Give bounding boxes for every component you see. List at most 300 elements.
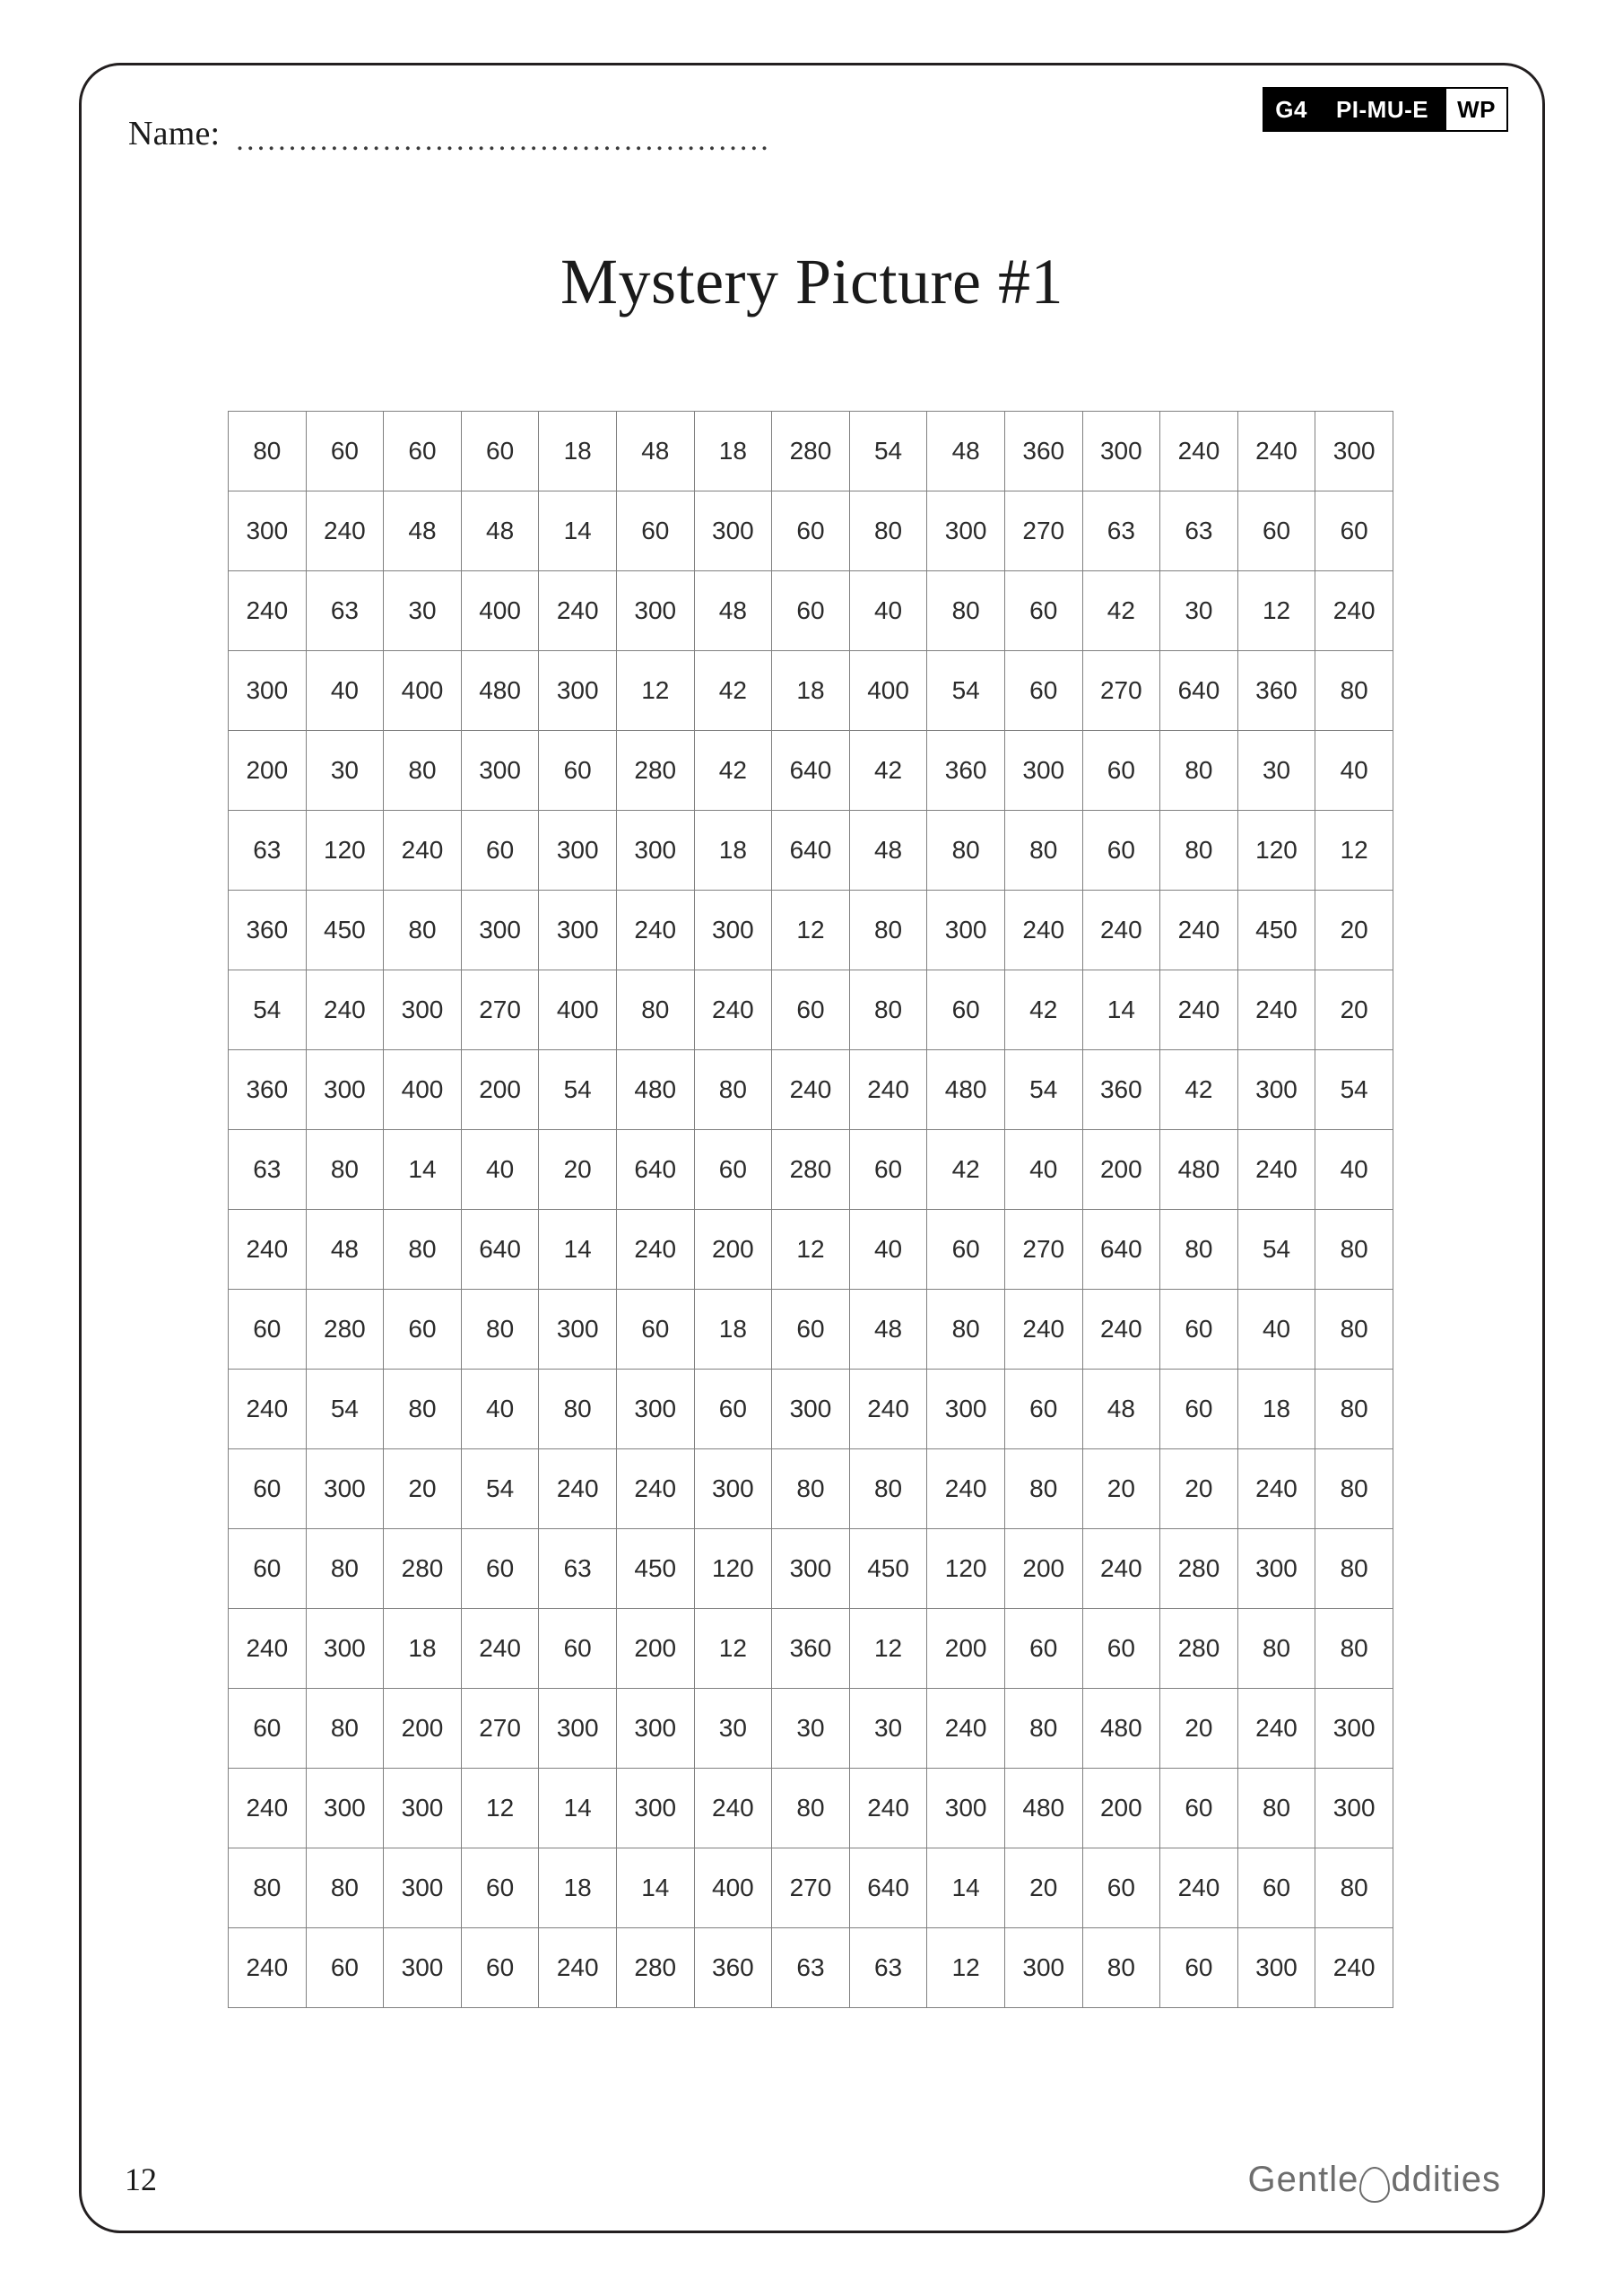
grid-cell[interactable]: 60 [772,970,850,1050]
grid-cell[interactable]: 60 [1160,1928,1238,2008]
grid-cell[interactable]: 54 [306,1370,384,1449]
grid-cell[interactable]: 300 [384,970,462,1050]
grid-cell[interactable]: 240 [229,1928,307,2008]
grid-cell[interactable]: 80 [694,1050,772,1130]
grid-cell[interactable]: 300 [229,491,307,571]
grid-cell[interactable]: 280 [1160,1529,1238,1609]
grid-cell[interactable]: 80 [1004,1689,1082,1769]
grid-cell[interactable]: 60 [772,571,850,651]
grid-cell[interactable]: 18 [694,1290,772,1370]
grid-cell[interactable]: 80 [461,1290,539,1370]
grid-cell[interactable]: 360 [927,731,1005,811]
grid-cell[interactable]: 42 [1004,970,1082,1050]
grid-cell[interactable]: 480 [1082,1689,1160,1769]
grid-cell[interactable]: 300 [1315,1689,1393,1769]
grid-cell[interactable]: 640 [772,731,850,811]
grid-cell[interactable]: 60 [1237,491,1315,571]
grid-cell[interactable]: 48 [306,1210,384,1290]
grid-cell[interactable]: 18 [539,1848,617,1928]
grid-cell[interactable]: 48 [694,571,772,651]
grid-cell[interactable]: 200 [616,1609,694,1689]
grid-cell[interactable]: 640 [772,811,850,891]
grid-cell[interactable]: 80 [1315,1449,1393,1529]
grid-cell[interactable]: 300 [772,1529,850,1609]
grid-cell[interactable]: 48 [616,412,694,491]
grid-cell[interactable]: 80 [1004,811,1082,891]
grid-cell[interactable]: 42 [694,651,772,731]
grid-cell[interactable]: 300 [1004,731,1082,811]
grid-cell[interactable]: 12 [772,891,850,970]
grid-cell[interactable]: 240 [1004,891,1082,970]
grid-cell[interactable]: 240 [1082,1290,1160,1370]
grid-cell[interactable]: 80 [384,731,462,811]
grid-cell[interactable]: 240 [539,571,617,651]
grid-cell[interactable]: 240 [539,1449,617,1529]
grid-cell[interactable]: 80 [306,1529,384,1609]
grid-cell[interactable]: 30 [1237,731,1315,811]
grid-cell[interactable]: 60 [1082,811,1160,891]
grid-cell[interactable]: 240 [616,891,694,970]
grid-cell[interactable]: 60 [384,412,462,491]
grid-cell[interactable]: 240 [927,1689,1005,1769]
grid-cell[interactable]: 60 [306,1928,384,2008]
grid-cell[interactable]: 400 [384,651,462,731]
grid-cell[interactable]: 60 [539,731,617,811]
grid-cell[interactable]: 60 [1082,1848,1160,1928]
grid-cell[interactable]: 60 [461,1848,539,1928]
grid-cell[interactable]: 300 [539,651,617,731]
grid-cell[interactable]: 12 [772,1210,850,1290]
grid-cell[interactable]: 280 [1160,1609,1238,1689]
grid-cell[interactable]: 60 [694,1130,772,1210]
grid-cell[interactable]: 400 [539,970,617,1050]
grid-cell[interactable]: 48 [1082,1370,1160,1449]
grid-cell[interactable]: 20 [384,1449,462,1529]
grid-cell[interactable]: 120 [1237,811,1315,891]
grid-cell[interactable]: 30 [384,571,462,651]
grid-cell[interactable]: 300 [306,1050,384,1130]
grid-cell[interactable]: 12 [1237,571,1315,651]
grid-cell[interactable]: 12 [927,1928,1005,2008]
grid-cell[interactable]: 80 [306,1689,384,1769]
grid-cell[interactable]: 14 [384,1130,462,1210]
grid-cell[interactable]: 80 [1160,1210,1238,1290]
grid-cell[interactable]: 300 [616,811,694,891]
grid-cell[interactable]: 60 [229,1689,307,1769]
grid-cell[interactable]: 40 [1004,1130,1082,1210]
grid-cell[interactable]: 400 [461,571,539,651]
grid-cell[interactable]: 20 [1315,891,1393,970]
grid-cell[interactable]: 18 [694,412,772,491]
grid-cell[interactable]: 48 [927,412,1005,491]
grid-cell[interactable]: 270 [461,970,539,1050]
grid-cell[interactable]: 14 [539,491,617,571]
grid-cell[interactable]: 80 [306,1130,384,1210]
grid-cell[interactable]: 240 [849,1769,927,1848]
grid-cell[interactable]: 54 [849,412,927,491]
grid-cell[interactable]: 80 [772,1449,850,1529]
grid-cell[interactable]: 480 [616,1050,694,1130]
grid-cell[interactable]: 200 [1004,1529,1082,1609]
grid-cell[interactable]: 240 [539,1928,617,2008]
grid-cell[interactable]: 14 [927,1848,1005,1928]
grid-cell[interactable]: 60 [1004,651,1082,731]
grid-cell[interactable]: 80 [616,970,694,1050]
grid-cell[interactable]: 30 [306,731,384,811]
grid-cell[interactable]: 200 [1082,1130,1160,1210]
grid-cell[interactable]: 300 [694,1449,772,1529]
grid-cell[interactable]: 240 [694,1769,772,1848]
grid-cell[interactable]: 80 [1315,1370,1393,1449]
grid-cell[interactable]: 20 [539,1130,617,1210]
grid-cell[interactable]: 30 [772,1689,850,1769]
grid-cell[interactable]: 120 [927,1529,1005,1609]
grid-cell[interactable]: 12 [461,1769,539,1848]
grid-cell[interactable]: 40 [1315,1130,1393,1210]
grid-cell[interactable]: 80 [1237,1769,1315,1848]
grid-cell[interactable]: 54 [1237,1210,1315,1290]
grid-cell[interactable]: 240 [229,1769,307,1848]
grid-cell[interactable]: 40 [461,1130,539,1210]
grid-cell[interactable]: 300 [616,1769,694,1848]
grid-cell[interactable]: 300 [616,1689,694,1769]
grid-cell[interactable]: 300 [1004,1928,1082,2008]
grid-cell[interactable]: 18 [694,811,772,891]
grid-cell[interactable]: 60 [461,1928,539,2008]
grid-cell[interactable]: 360 [694,1928,772,2008]
grid-cell[interactable]: 280 [772,412,850,491]
grid-cell[interactable]: 240 [694,970,772,1050]
grid-cell[interactable]: 60 [772,1290,850,1370]
grid-cell[interactable]: 80 [1315,1609,1393,1689]
grid-cell[interactable]: 80 [849,970,927,1050]
grid-cell[interactable]: 300 [694,891,772,970]
grid-cell[interactable]: 63 [772,1928,850,2008]
grid-cell[interactable]: 60 [1315,491,1393,571]
grid-cell[interactable]: 80 [539,1370,617,1449]
grid-cell[interactable]: 270 [772,1848,850,1928]
grid-cell[interactable]: 80 [229,1848,307,1928]
grid-cell[interactable]: 80 [849,1449,927,1529]
grid-cell[interactable]: 60 [849,1130,927,1210]
grid-cell[interactable]: 480 [927,1050,1005,1130]
grid-cell[interactable]: 12 [1315,811,1393,891]
grid-cell[interactable]: 60 [1160,1370,1238,1449]
grid-cell[interactable]: 20 [1004,1848,1082,1928]
grid-cell[interactable]: 270 [461,1689,539,1769]
grid-cell[interactable]: 18 [539,412,617,491]
grid-cell[interactable]: 63 [1160,491,1238,571]
name-input-line[interactable]: ................................................... [236,124,771,157]
grid-cell[interactable]: 300 [539,1290,617,1370]
grid-cell[interactable]: 80 [384,891,462,970]
grid-cell[interactable]: 270 [1004,491,1082,571]
grid-cell[interactable]: 640 [1082,1210,1160,1290]
grid-cell[interactable]: 60 [927,970,1005,1050]
grid-cell[interactable]: 12 [694,1609,772,1689]
grid-cell[interactable]: 60 [772,491,850,571]
grid-cell[interactable]: 60 [694,1370,772,1449]
grid-cell[interactable]: 240 [1237,1689,1315,1769]
grid-cell[interactable]: 280 [384,1529,462,1609]
grid-cell[interactable]: 60 [1237,1848,1315,1928]
grid-cell[interactable]: 300 [461,891,539,970]
grid-cell[interactable]: 240 [306,970,384,1050]
grid-cell[interactable]: 80 [1315,1210,1393,1290]
grid-cell[interactable]: 360 [1004,412,1082,491]
grid-cell[interactable]: 54 [1004,1050,1082,1130]
grid-cell[interactable]: 300 [927,491,1005,571]
grid-cell[interactable]: 240 [306,491,384,571]
grid-cell[interactable]: 80 [384,1370,462,1449]
grid-cell[interactable]: 40 [306,651,384,731]
grid-cell[interactable]: 240 [461,1609,539,1689]
grid-cell[interactable]: 400 [849,651,927,731]
grid-cell[interactable]: 280 [772,1130,850,1210]
grid-cell[interactable]: 60 [229,1529,307,1609]
grid-cell[interactable]: 14 [539,1769,617,1848]
grid-cell[interactable]: 20 [1315,970,1393,1050]
grid-cell[interactable]: 30 [849,1689,927,1769]
grid-cell[interactable]: 200 [1082,1769,1160,1848]
grid-cell[interactable]: 280 [616,1928,694,2008]
grid-cell[interactable]: 63 [1082,491,1160,571]
grid-cell[interactable]: 40 [849,571,927,651]
grid-cell[interactable]: 60 [1082,1609,1160,1689]
grid-cell[interactable]: 80 [927,571,1005,651]
grid-cell[interactable]: 60 [1082,731,1160,811]
grid-cell[interactable]: 54 [1315,1050,1393,1130]
grid-cell[interactable]: 60 [539,1609,617,1689]
grid-cell[interactable]: 300 [306,1449,384,1529]
grid-cell[interactable]: 80 [384,1210,462,1290]
grid-cell[interactable]: 18 [772,651,850,731]
grid-cell[interactable]: 240 [1160,412,1238,491]
grid-cell[interactable]: 80 [1315,651,1393,731]
grid-cell[interactable]: 30 [694,1689,772,1769]
grid-cell[interactable]: 300 [306,1609,384,1689]
grid-cell[interactable]: 63 [229,811,307,891]
grid-cell[interactable]: 640 [1160,651,1238,731]
grid-cell[interactable]: 200 [229,731,307,811]
grid-cell[interactable]: 80 [1082,1928,1160,2008]
grid-cell[interactable]: 300 [1237,1529,1315,1609]
grid-cell[interactable]: 240 [229,571,307,651]
grid-cell[interactable]: 400 [694,1848,772,1928]
grid-cell[interactable]: 54 [539,1050,617,1130]
grid-cell[interactable]: 360 [1237,651,1315,731]
grid-cell[interactable]: 450 [849,1529,927,1609]
grid-cell[interactable]: 640 [461,1210,539,1290]
grid-cell[interactable]: 240 [229,1609,307,1689]
grid-cell[interactable]: 60 [1004,1609,1082,1689]
grid-cell[interactable]: 40 [1315,731,1393,811]
grid-cell[interactable]: 300 [1237,1928,1315,2008]
grid-cell[interactable]: 300 [927,1769,1005,1848]
grid-cell[interactable]: 80 [229,412,307,491]
grid-cell[interactable]: 120 [694,1529,772,1609]
grid-cell[interactable]: 400 [384,1050,462,1130]
grid-cell[interactable]: 240 [1237,1449,1315,1529]
grid-cell[interactable]: 240 [1315,1928,1393,2008]
grid-cell[interactable]: 240 [1160,970,1238,1050]
grid-cell[interactable]: 300 [1082,412,1160,491]
grid-cell[interactable]: 240 [1237,1130,1315,1210]
grid-cell[interactable]: 80 [306,1848,384,1928]
grid-cell[interactable]: 54 [229,970,307,1050]
grid-cell[interactable]: 240 [1237,970,1315,1050]
grid-cell[interactable]: 240 [229,1210,307,1290]
grid-cell[interactable]: 40 [849,1210,927,1290]
grid-cell[interactable]: 300 [1237,1050,1315,1130]
grid-cell[interactable]: 300 [461,731,539,811]
grid-cell[interactable]: 80 [1160,811,1238,891]
grid-cell[interactable]: 12 [849,1609,927,1689]
grid-cell[interactable]: 60 [1004,571,1082,651]
grid-cell[interactable]: 63 [229,1130,307,1210]
grid-cell[interactable]: 300 [1315,412,1393,491]
grid-cell[interactable]: 42 [927,1130,1005,1210]
grid-cell[interactable]: 300 [772,1370,850,1449]
grid-cell[interactable]: 360 [772,1609,850,1689]
grid-cell[interactable]: 20 [1082,1449,1160,1529]
grid-cell[interactable]: 42 [1082,571,1160,651]
grid-cell[interactable]: 54 [927,651,1005,731]
grid-cell[interactable]: 80 [927,811,1005,891]
grid-cell[interactable]: 60 [229,1290,307,1370]
grid-cell[interactable]: 240 [849,1370,927,1449]
grid-cell[interactable]: 240 [1237,412,1315,491]
grid-cell[interactable]: 48 [849,811,927,891]
grid-cell[interactable]: 40 [461,1370,539,1449]
grid-cell[interactable]: 240 [616,1210,694,1290]
grid-cell[interactable]: 240 [1315,571,1393,651]
grid-cell[interactable]: 80 [1315,1848,1393,1928]
grid-cell[interactable]: 48 [384,491,462,571]
grid-cell[interactable]: 80 [849,891,927,970]
grid-cell[interactable]: 120 [306,811,384,891]
grid-cell[interactable]: 20 [1160,1449,1238,1529]
grid-cell[interactable]: 60 [461,412,539,491]
grid-cell[interactable]: 63 [306,571,384,651]
grid-cell[interactable]: 450 [1237,891,1315,970]
grid-cell[interactable]: 60 [616,491,694,571]
grid-cell[interactable]: 480 [461,651,539,731]
grid-cell[interactable]: 200 [384,1689,462,1769]
grid-cell[interactable]: 42 [849,731,927,811]
grid-cell[interactable]: 80 [1315,1529,1393,1609]
grid-cell[interactable]: 200 [694,1210,772,1290]
grid-cell[interactable]: 80 [1160,731,1238,811]
grid-cell[interactable]: 640 [616,1130,694,1210]
grid-cell[interactable]: 300 [384,1848,462,1928]
grid-cell[interactable]: 300 [384,1928,462,2008]
grid-cell[interactable]: 60 [461,1529,539,1609]
grid-cell[interactable]: 240 [849,1050,927,1130]
grid-cell[interactable]: 60 [1160,1290,1238,1370]
grid-cell[interactable]: 200 [927,1609,1005,1689]
grid-cell[interactable]: 360 [229,891,307,970]
grid-cell[interactable]: 640 [849,1848,927,1928]
grid-cell[interactable]: 12 [616,651,694,731]
grid-cell[interactable]: 280 [616,731,694,811]
grid-cell[interactable]: 480 [1160,1130,1238,1210]
grid-cell[interactable]: 60 [384,1290,462,1370]
grid-cell[interactable]: 280 [306,1290,384,1370]
grid-cell[interactable]: 240 [384,811,462,891]
grid-cell[interactable]: 63 [539,1529,617,1609]
grid-cell[interactable]: 18 [1237,1370,1315,1449]
grid-cell[interactable]: 300 [694,491,772,571]
grid-cell[interactable]: 60 [306,412,384,491]
grid-cell[interactable]: 300 [1315,1769,1393,1848]
grid-cell[interactable]: 40 [1237,1290,1315,1370]
grid-cell[interactable]: 240 [772,1050,850,1130]
grid-cell[interactable]: 14 [1082,970,1160,1050]
grid-cell[interactable]: 240 [1160,1848,1238,1928]
grid-cell[interactable]: 80 [1237,1609,1315,1689]
grid-cell[interactable]: 48 [461,491,539,571]
grid-cell[interactable]: 270 [1082,651,1160,731]
grid-cell[interactable]: 300 [229,651,307,731]
grid-cell[interactable]: 30 [1160,571,1238,651]
grid-cell[interactable]: 60 [461,811,539,891]
grid-cell[interactable]: 480 [1004,1769,1082,1848]
grid-cell[interactable]: 240 [229,1370,307,1449]
grid-cell[interactable]: 42 [1160,1050,1238,1130]
grid-cell[interactable]: 300 [539,1689,617,1769]
grid-cell[interactable]: 360 [229,1050,307,1130]
grid-cell[interactable]: 20 [1160,1689,1238,1769]
grid-cell[interactable]: 300 [539,811,617,891]
grid-cell[interactable]: 200 [461,1050,539,1130]
grid-cell[interactable]: 60 [229,1449,307,1529]
grid-cell[interactable]: 18 [384,1609,462,1689]
grid-cell[interactable]: 60 [1004,1370,1082,1449]
grid-cell[interactable]: 240 [927,1449,1005,1529]
grid-cell[interactable]: 300 [927,891,1005,970]
grid-cell[interactable]: 14 [616,1848,694,1928]
grid-cell[interactable]: 300 [927,1370,1005,1449]
grid-cell[interactable]: 54 [461,1449,539,1529]
grid-cell[interactable]: 300 [616,571,694,651]
grid-cell[interactable]: 80 [927,1290,1005,1370]
grid-cell[interactable]: 14 [539,1210,617,1290]
grid-cell[interactable]: 60 [1160,1769,1238,1848]
grid-cell[interactable]: 63 [849,1928,927,2008]
grid-cell[interactable]: 300 [306,1769,384,1848]
grid-cell[interactable]: 60 [927,1210,1005,1290]
grid-cell[interactable]: 270 [1004,1210,1082,1290]
grid-cell[interactable]: 240 [1082,1529,1160,1609]
grid-cell[interactable]: 80 [772,1769,850,1848]
grid-cell[interactable]: 80 [1315,1290,1393,1370]
grid-cell[interactable]: 240 [1160,891,1238,970]
grid-cell[interactable]: 80 [849,491,927,571]
grid-cell[interactable]: 60 [616,1290,694,1370]
grid-cell[interactable]: 300 [384,1769,462,1848]
grid-cell[interactable]: 240 [1004,1290,1082,1370]
grid-cell[interactable]: 80 [1004,1449,1082,1529]
grid-cell[interactable]: 300 [616,1370,694,1449]
grid-cell[interactable]: 42 [694,731,772,811]
grid-cell[interactable]: 300 [539,891,617,970]
grid-cell[interactable]: 450 [616,1529,694,1609]
grid-cell[interactable]: 240 [616,1449,694,1529]
grid-cell[interactable]: 240 [1082,891,1160,970]
grid-cell[interactable]: 48 [849,1290,927,1370]
grid-cell[interactable]: 450 [306,891,384,970]
